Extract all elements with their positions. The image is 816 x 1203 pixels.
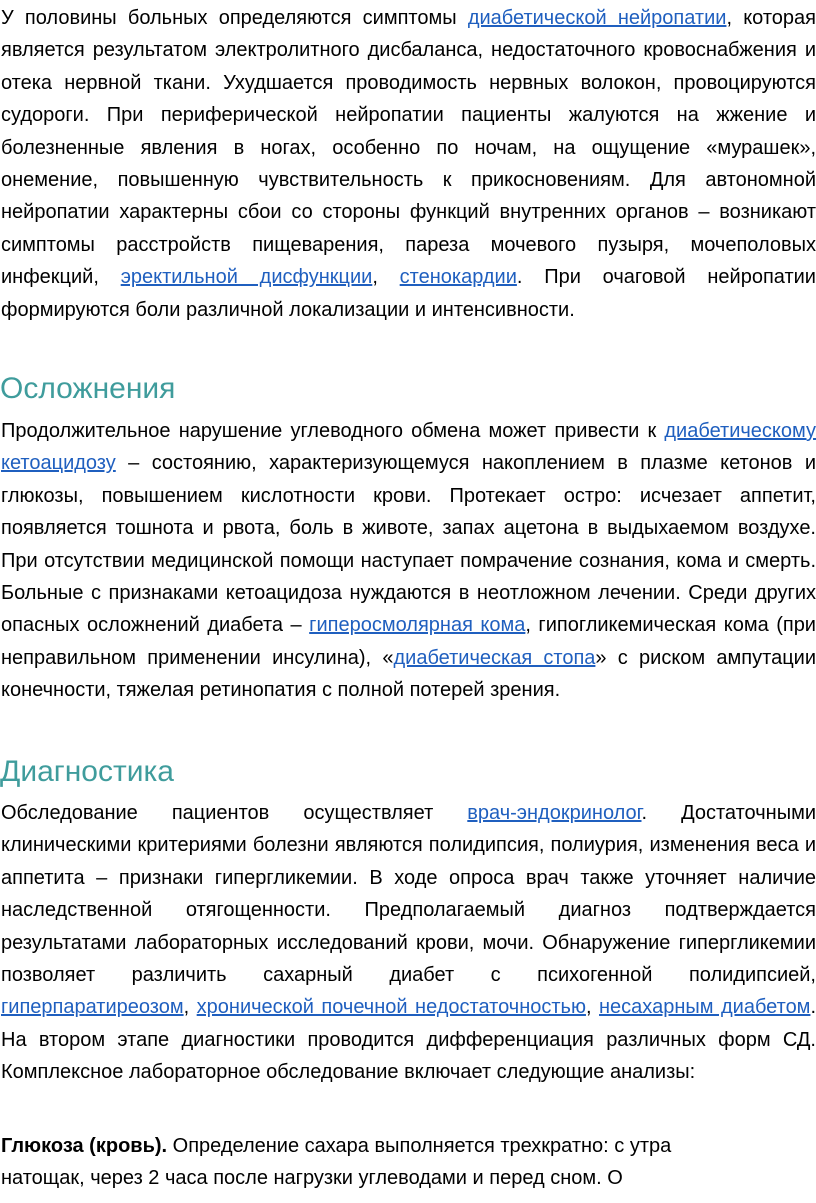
link-diabetic-foot[interactable]: диабетическая стопа bbox=[393, 646, 596, 669]
text-span: » с риском ампутации конечности, тяжелая ретинопатия с полной потерей зрения. bbox=[1, 646, 816, 702]
text-span: . На втором этапе диагностики проводится дифференциация различных форм СД. Комплексное лабораторное обследование включает следующие анализы: bbox=[1, 996, 816, 1084]
heading-diagnostics: Диагностика bbox=[0, 755, 174, 788]
text-span: – состоянию, характеризующемуся накоплением в плазме кетонов и глюкозы, повышением кислотности крови. Протекает остро: исчезает аппетит, появляется тошнота и рвота, боль в животе, запах ацетона в выдыхаемом воздухе. При отсутствии медицинской помощи наступает помрачение сознания, кома и смерть. Больные с признаками кетоацидоза нуждаются в неотложном лечении. Среди других опасных осложнений диабета – bbox=[1, 452, 816, 637]
text-span: , которая является результатом электролитного дисбаланса, недостаточного кровоснабжения и отека нервной ткани. Ухудшается проводимость нервных волокон, провоцируются судороги. При периферической нейропатии пациенты жалуются на жжение и болезненные явления в ногах, особенно по ночам, на ощущение «мурашек», онемение, повышенную чувствительность к прикосновениям. Для автономной нейропатии характерны сбои со стороны функций внутренних органов – возникают симптомы расстройств пищеварения, пареза мочевого пузыря, мочеполовых инфекций, bbox=[1, 7, 816, 289]
text-span: , bbox=[585, 996, 600, 1019]
link-angina[interactable]: стенокардии bbox=[399, 266, 517, 289]
text-span: , гипогликемическая кома (при неправильном применении инсулина), « bbox=[1, 614, 816, 669]
glucose-test-paragraph bbox=[1, 1130, 701, 1195]
text-span: . При очаговой нейропатии формируются боли различной локализации и интенсивности. bbox=[1, 266, 816, 321]
text-span: Определение сахара выполняется трехкратно: с утра натощак, через 2 часа после нагрузки углеводами и перед сном. О bbox=[1, 1135, 672, 1190]
neuropathy-paragraph bbox=[1, 2, 816, 326]
link-hyperosmolar-coma[interactable]: гиперосмолярная кома bbox=[309, 614, 526, 637]
text-span: , bbox=[183, 996, 197, 1019]
text-span: Продолжительное нарушение углеводного обмена может привести к bbox=[1, 420, 665, 442]
link-hyperparathyroidism[interactable]: гиперпаратиреозом bbox=[1, 996, 184, 1019]
link-diabetic-neuropathy[interactable]: диабетической нейропатии bbox=[467, 7, 727, 29]
heading-complications: Осложнения bbox=[0, 372, 176, 405]
link-erectile-dysfunction[interactable]: эректильной дисфункции bbox=[120, 266, 373, 289]
link-diabetes-insipidus[interactable]: несахарным диабетом bbox=[599, 996, 811, 1019]
link-diabetic-ketoacidosis[interactable]: диабетическому кетоацидозу bbox=[1, 420, 816, 475]
link-chronic-renal-failure[interactable]: хронической почечной недостаточностью bbox=[196, 996, 586, 1019]
glucose-test-title: Глюкоза (кровь). bbox=[1, 1135, 168, 1157]
text-span: Обследование пациентов осуществляет bbox=[1, 802, 468, 824]
diagnostics-paragraph bbox=[1, 797, 816, 1089]
text-span: . Достаточными клиническими критериями болезни являются полидипсия, полиурия, изменения веса и аппетита – признаки гипергликемии. В ходе опроса врач также уточняет наличие наследственной отягощенности. Предполагаемый диагноз подтверждается результатами лабораторных исследований крови, мочи. Обнаружение гипергликемии позволяет различить сахарный диабет с психогенной полидипсией, bbox=[1, 802, 816, 987]
text-span: , bbox=[372, 266, 400, 289]
complications-paragraph bbox=[1, 415, 816, 707]
text-span: У половины больных определяются симптомы bbox=[1, 7, 468, 29]
link-endocrinologist[interactable]: врач-эндокринолог bbox=[467, 802, 642, 824]
